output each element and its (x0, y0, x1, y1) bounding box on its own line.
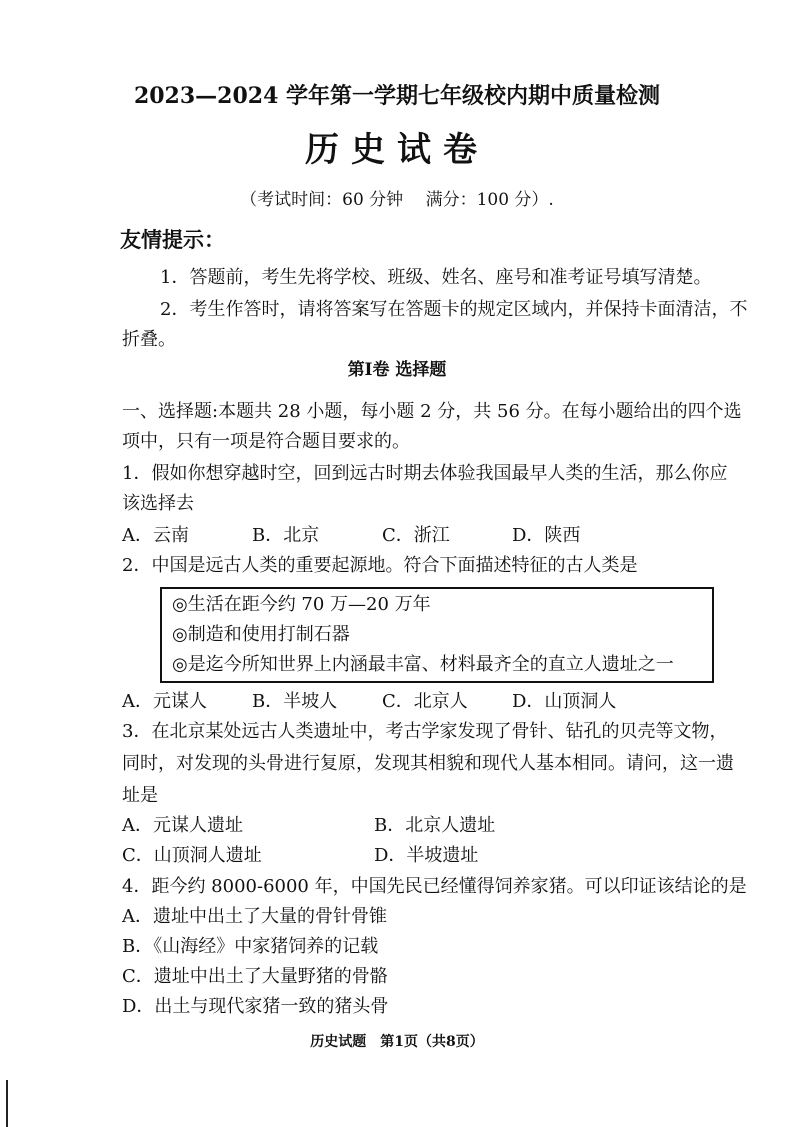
q4-option-c: C．遗址中出土了大量野猪的骨骼 (122, 966, 388, 987)
q2-box-line3: ◎是迄今所知世界上内涵最丰富、材料最齐全的直立人遗址之一 (172, 654, 674, 675)
q1-option-d: D．陕西 (512, 525, 581, 546)
q3-stem-line3: 址是 (122, 785, 158, 806)
tips-heading: 友情提示： (120, 227, 225, 252)
exam-time-info: （考试时间：60 分钟 满分：100 分）. (240, 190, 554, 210)
q2-option-a: A．元谋人 (122, 691, 207, 712)
q2-option-c: C．北京人 (382, 691, 468, 712)
q1-stem-line1: 1．假如你想穿越时空，回到远古时期去体验我国最早人类的生活，那么你应 (122, 463, 728, 484)
exam-title: 2023—2024 学年第一学期七年级校内期中质量检测 (133, 83, 661, 109)
tip-item-2-line2: 折叠。 (122, 329, 176, 350)
q3-option-a: A．元谋人遗址 (122, 815, 243, 836)
q2-box-line2: ◎制造和使用打制石器 (172, 624, 350, 645)
q2-option-b: B．半坡人 (252, 691, 338, 712)
tip-item-1: 1．答题前，考生先将学校、班级、姓名、座号和准考证号填写清楚。 (160, 267, 712, 288)
q3-option-b: B．北京人遗址 (374, 815, 496, 836)
section-instruction-line2: 项中，只有一项是符合题目要求的。 (122, 431, 410, 452)
section-title: 第Ⅰ卷 选择题 (347, 360, 447, 380)
q1-options (122, 524, 642, 548)
q3-stem-line1: 3．在北京某处远古人类遗址中，考古学家发现了骨针、钻孔的贝壳等文物， (122, 721, 728, 742)
q4-option-a: A．遗址中出土了大量的骨针骨锥 (122, 906, 387, 927)
q2-option-d: D．山顶洞人 (512, 691, 617, 712)
q2-stem: 2．中国是远古人类的重要起源地。符合下面描述特征的古人类是 (122, 555, 638, 576)
q3-stem-line2: 同时，对发现的头骨进行复原，发现其相貌和现代人基本相同。请问，这一遗 (122, 753, 734, 774)
q1-option-b: B．北京 (252, 525, 320, 546)
q1-option-a: A．云南 (122, 525, 189, 546)
q3-options-row2 (122, 844, 478, 868)
section-instruction-line1: 一、选择题:本题共 28 小题，每小题 2 分，共 56 分。在每小题给出的四个选 (122, 401, 742, 422)
page-footer: 历史试题 第1页（共8页） (310, 1034, 484, 1050)
q4-option-d: D．出土与现代家猪一致的猪头骨 (122, 996, 389, 1017)
margin-line (6, 1080, 8, 1127)
subject-title: 历史试卷 (305, 130, 489, 170)
q2-options (122, 690, 642, 714)
q1-option-c: C．浙江 (382, 525, 450, 546)
q2-box-line1: ◎生活在距今约 70 万—20 万年 (172, 594, 431, 615)
q4-stem: 4．距今约 8000-6000 年，中国先民已经懂得饲养家猪。可以印证该结论的是 (122, 876, 747, 897)
q3-option-d: D．半坡遗址 (374, 845, 479, 866)
tip-item-2-line1: 2．考生作答时，请将答案写在答题卡的规定区域内，并保持卡面清洁，不 (160, 299, 748, 320)
q3-options-row1 (122, 814, 495, 838)
q2-description-box (160, 587, 714, 683)
q1-stem-line2: 该选择去 (122, 493, 194, 514)
q4-option-b: B．《山海经》中家猪饲养的记载 (122, 936, 379, 957)
q3-option-c: C．山顶洞人遗址 (122, 845, 262, 866)
